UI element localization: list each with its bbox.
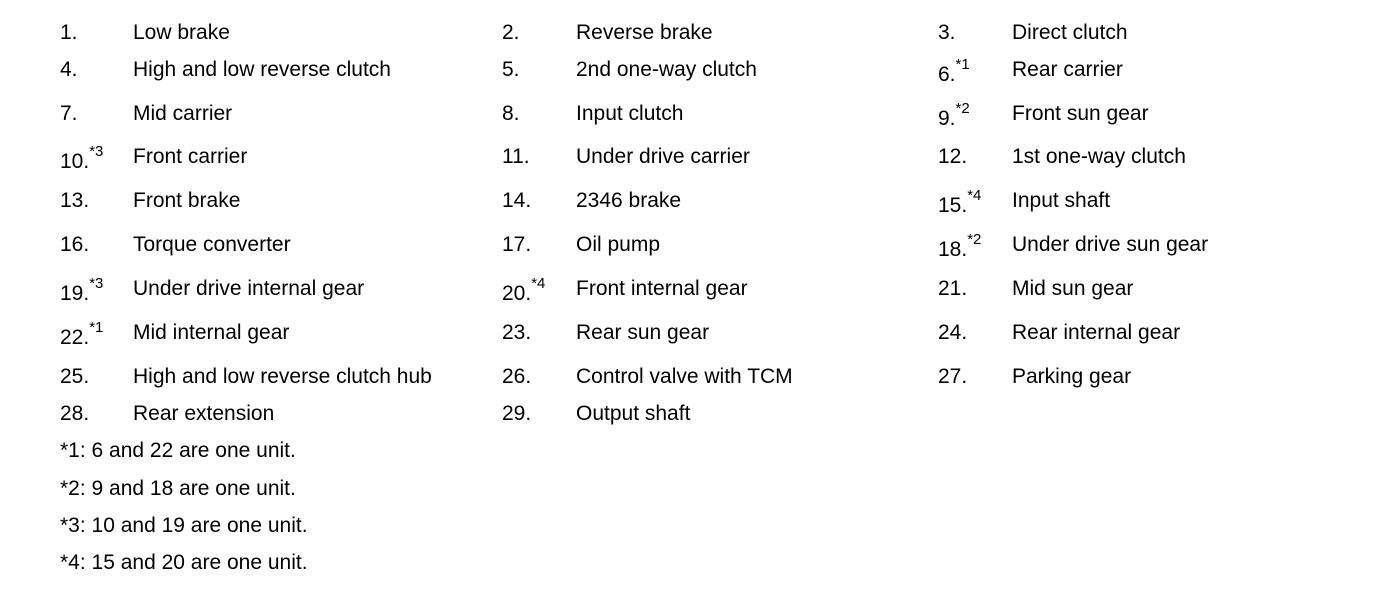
item-label: Low brake <box>133 21 230 44</box>
item-label: Front brake <box>133 189 241 212</box>
item-label: Mid sun gear <box>1012 277 1134 300</box>
footnote: *1: 6 and 22 are one unit. <box>60 439 296 462</box>
item-label: 2346 brake <box>576 189 682 212</box>
legend-row <box>0 99 1376 129</box>
item-label: Parking gear <box>1012 365 1132 388</box>
item-number: 6.$^{*1}$ <box>938 56 970 86</box>
item-label: Under drive sun gear <box>1012 233 1209 256</box>
item-number: 10.$^{*3}$ <box>60 143 104 173</box>
item-label: Control valve with TCM <box>576 365 793 388</box>
item-label: Input clutch <box>576 102 684 125</box>
item-number: 27. <box>938 365 968 388</box>
item-number: 19.$^{*3}$ <box>60 275 104 305</box>
item-number: 22.$^{*1}$ <box>60 319 104 349</box>
item-number: 23. <box>502 321 532 344</box>
item-label: Under drive carrier <box>576 145 750 168</box>
item-number: 24. <box>938 321 968 344</box>
item-label: Input shaft <box>1012 189 1111 212</box>
item-number: 25. <box>60 365 90 388</box>
item-number: 2. <box>502 21 520 44</box>
item-label: Reverse brake <box>576 21 713 44</box>
item-number: 18.$^{*2}$ <box>938 231 982 261</box>
item-number: 13. <box>60 189 90 212</box>
legend-row <box>0 18 1376 48</box>
item-number: 28. <box>60 402 90 425</box>
item-label: Oil pump <box>576 233 661 256</box>
item-number: 7. <box>60 102 78 125</box>
item-label: Mid carrier <box>133 102 233 125</box>
item-number: 12. <box>938 145 968 168</box>
item-number: 21. <box>938 277 968 300</box>
legend-row <box>0 274 1376 304</box>
item-label: Front sun gear <box>1012 102 1149 125</box>
legend-row <box>0 186 1376 216</box>
legend-row <box>0 318 1376 348</box>
footnote: *3: 10 and 19 are one unit. <box>60 514 308 537</box>
item-label: High and low reverse clutch hub <box>133 365 432 388</box>
item-number: 20.$^{*4}$ <box>502 275 546 305</box>
item-label: Mid internal gear <box>133 321 290 344</box>
item-label: Front carrier <box>133 145 248 168</box>
item-label: Direct clutch <box>1012 21 1128 44</box>
legend-row <box>0 55 1376 85</box>
footnote: *2: 9 and 18 are one unit. <box>60 477 296 500</box>
legend-row <box>0 142 1376 172</box>
item-label: Rear sun gear <box>576 321 710 344</box>
legend-row <box>0 230 1376 260</box>
item-number: 29. <box>502 402 532 425</box>
legend-row <box>0 362 1376 392</box>
item-number: 8. <box>502 102 520 125</box>
item-number: 9.$^{*2}$ <box>938 100 970 130</box>
footnote: *4: 15 and 20 are one unit. <box>60 551 308 574</box>
item-label: Rear internal gear <box>1012 321 1181 344</box>
item-label: 2nd one-way clutch <box>576 58 757 81</box>
item-number: 4. <box>60 58 78 81</box>
item-number: 5. <box>502 58 520 81</box>
item-label: Front internal gear <box>576 277 748 300</box>
item-number: 17. <box>502 233 532 256</box>
legend-row <box>0 399 1376 429</box>
item-number: 26. <box>502 365 532 388</box>
item-number: 16. <box>60 233 90 256</box>
item-number: 15.$^{*4}$ <box>938 187 982 217</box>
item-label: 1st one-way clutch <box>1012 145 1186 168</box>
item-label: Rear extension <box>133 402 275 425</box>
item-label: Rear carrier <box>1012 58 1123 81</box>
item-label: Torque converter <box>133 233 291 256</box>
item-number: 14. <box>502 189 532 212</box>
item-label: Output shaft <box>576 402 691 425</box>
item-number: 1. <box>60 21 78 44</box>
item-label: High and low reverse clutch <box>133 58 391 81</box>
item-number: 11. <box>502 145 530 168</box>
item-label: Under drive internal gear <box>133 277 365 300</box>
item-number: 3. <box>938 21 956 44</box>
